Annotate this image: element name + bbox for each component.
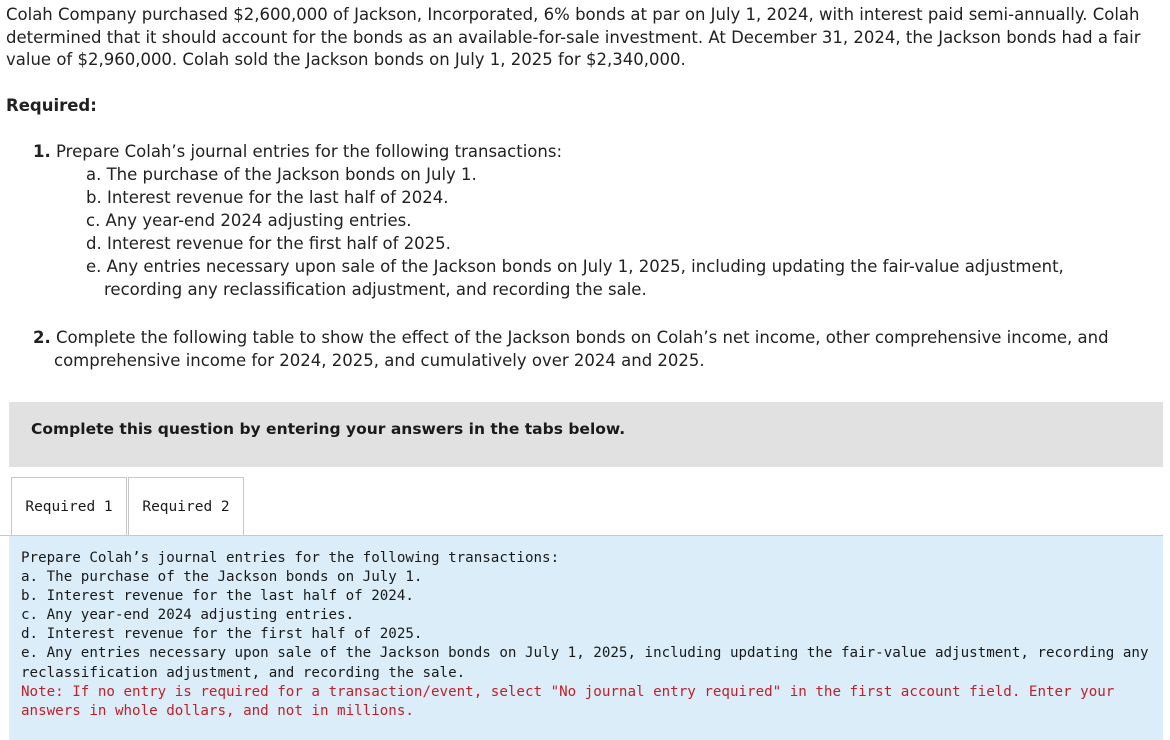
requirement-2-number: 2. bbox=[33, 328, 51, 347]
tab-required-1[interactable]: Required 1 bbox=[11, 477, 127, 536]
requirement-1-item-d: d. Interest revenue for the first half of 2025. bbox=[86, 234, 451, 253]
tab-panel-required-1 bbox=[9, 536, 1163, 740]
instruction-banner bbox=[9, 402, 1163, 467]
requirement-1-item-e: e. Any entries necessary upon sale of the Jackson bonds on July 1, 2025, including updating the fair-value adjustment, recording any reclassification adjustment, and recording the sale. bbox=[86, 257, 1064, 299]
requirement-1-item-a: a. The purchase of the Jackson bonds on July 1. bbox=[86, 165, 477, 184]
requirement-1-items bbox=[33, 163, 1163, 301]
panel-item-d: d. Interest revenue for the first half of 2025. bbox=[21, 626, 423, 643]
requirement-1-item-c: c. Any year-end 2024 adjusting entries. bbox=[86, 211, 412, 230]
panel-intro: Prepare Colah’s journal entries for the following transactions: bbox=[21, 550, 560, 566]
required-heading: Required: bbox=[6, 96, 97, 115]
requirement-2-text: Complete the following table to show the effect of the Jackson bonds on Colah’s net income, other comprehensive income, and comprehensive income for 2024, 2025, and cumulatively over 2024 and 2025. bbox=[54, 328, 1109, 370]
panel-note: Note: If no entry is required for a transaction/event, select "No journal entry required" in the first account field. Enter your answers in whole dollars, and not in millions. bbox=[21, 683, 1115, 719]
requirement-1-number: 1. bbox=[33, 142, 51, 161]
requirement-1 bbox=[33, 140, 1163, 301]
instruction-text: Complete this question by entering your answers in the tabs below. bbox=[31, 420, 626, 438]
tab-required-2[interactable]: Required 2 bbox=[128, 477, 244, 535]
requirement-1-text: Prepare Colah’s journal entries for the following transactions: bbox=[56, 142, 562, 161]
panel-item-a: a. The purchase of the Jackson bonds on July 1. bbox=[21, 569, 423, 586]
tab-bar bbox=[9, 477, 1169, 536]
requirement-1-item-b: b. Interest revenue for the last half of 2024. bbox=[86, 188, 449, 207]
panel-item-e: e. Any entries necessary upon sale of the Jackson bonds on July 1, 2025, including updating the fair-value adjustment, recording any reclassification adjustment, and recording the sale. bbox=[21, 645, 1149, 681]
requirement-2 bbox=[33, 326, 1170, 372]
requirement-1-heading bbox=[33, 140, 1163, 163]
panel-item-b: b. Interest revenue for the last half of 2024. bbox=[21, 588, 414, 605]
problem-statement: Colah Company purchased $2,600,000 of Jackson, Incorporated, 6% bonds at par on July 1, 2024, with interest paid semi-annually. Colah determined that it should account for the bonds as an available-for-sale investment. At December 31, 2024, the Jackson bonds had a fair value of $2,960,000. Colah sold the Jackson bonds on July 1, 2025 for $2,340,000. bbox=[6, 5, 1141, 69]
panel-item-c: c. Any year-end 2024 adjusting entries. bbox=[21, 607, 355, 624]
